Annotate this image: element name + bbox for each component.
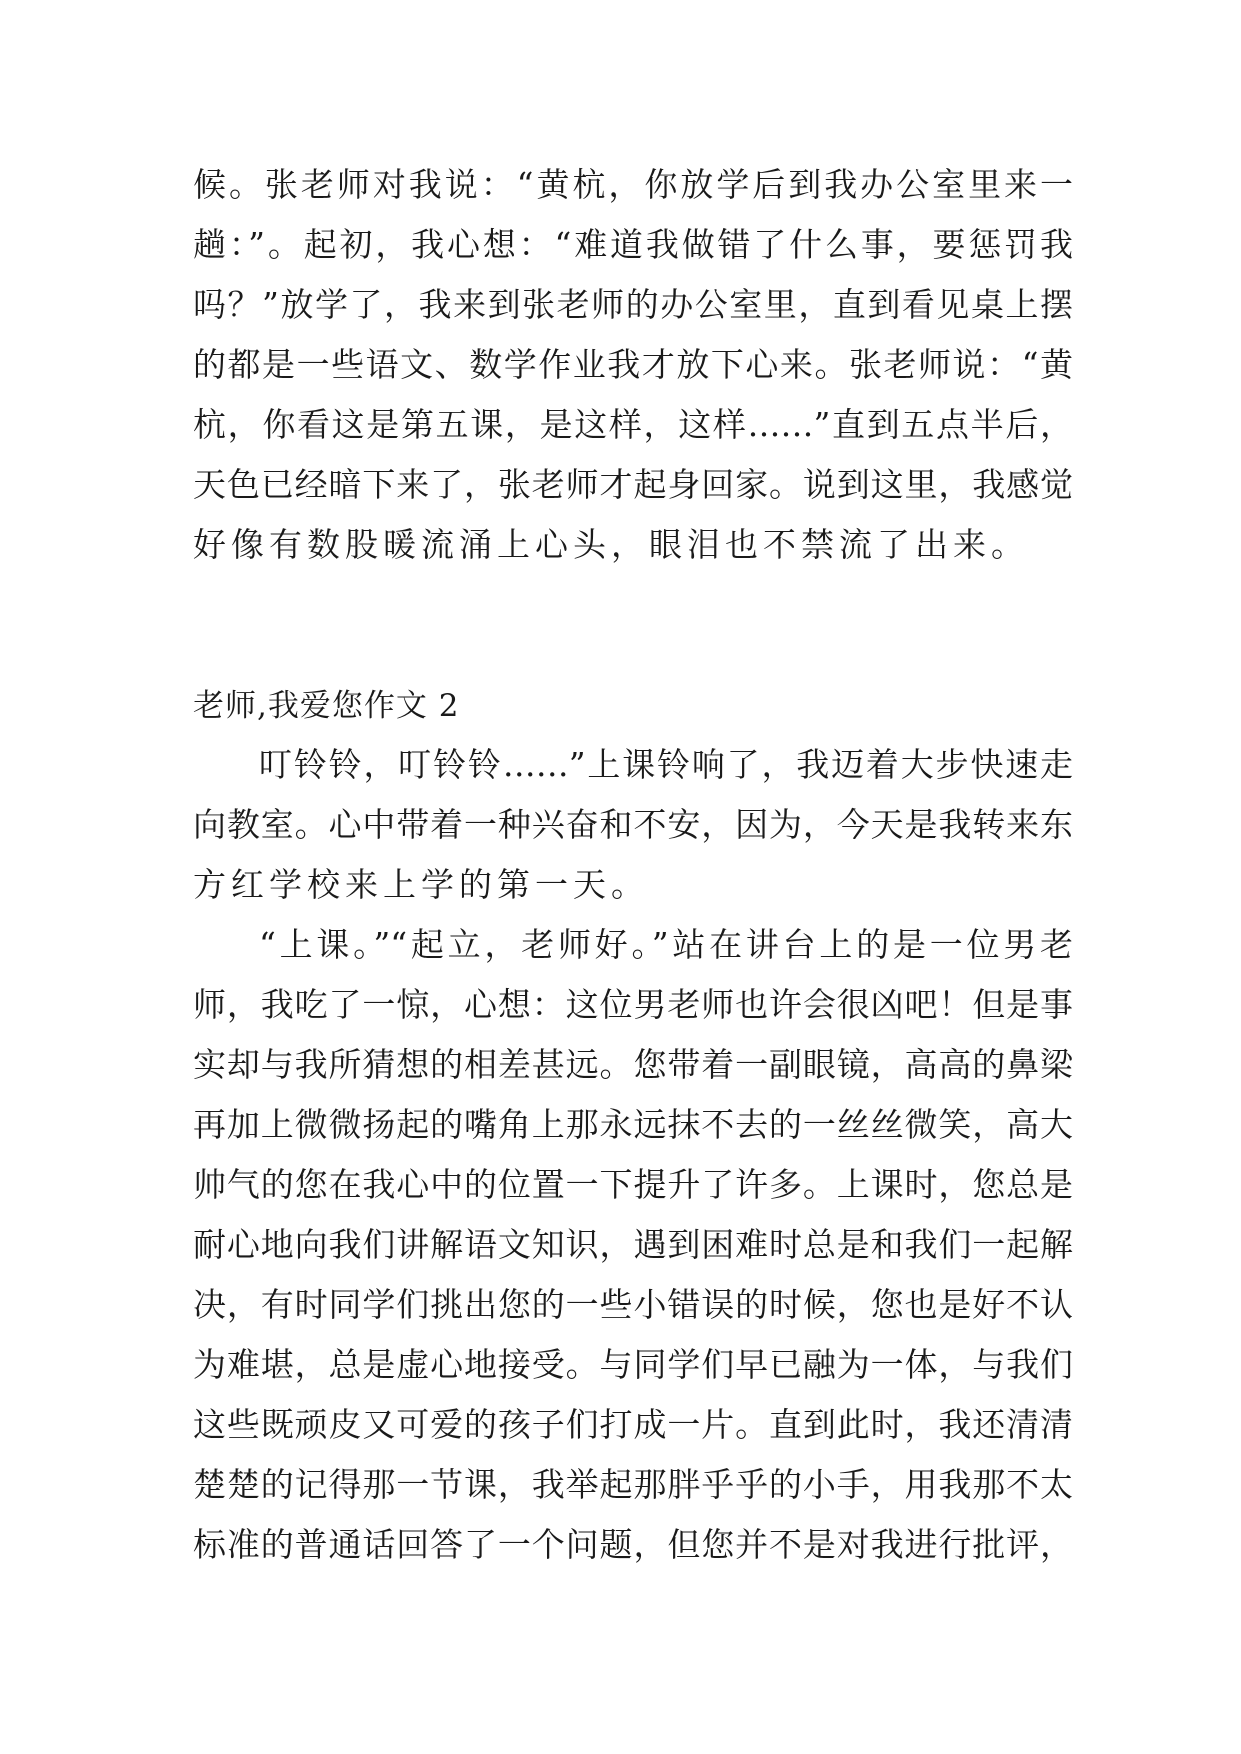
text-line: 再加上微微扬起的嘴角上那永远抹不去的一丝丝微笑，高大 (193, 1105, 1073, 1144)
text-line: 耐心地向我们讲解语文知识，遇到困难时总是和我们一起解 (193, 1225, 1073, 1264)
text-line: 天色已经暗下来了，张老师才起身回家。说到这里，我感觉 (193, 465, 1073, 504)
text-line: 叮铃铃，叮铃铃……”上课铃响了，我迈着大步快速走 (259, 745, 1073, 784)
text-line: 师，我吃了一惊，心想：这位男老师也许会很凶吧！但是事 (193, 985, 1073, 1024)
essay-title: 老师,我爱您作文 2 (193, 688, 460, 724)
text-line: 这些既顽皮又可爱的孩子们打成一片。直到此时，我还清清 (193, 1405, 1073, 1444)
text-line: 候。张老师对我说：“黄杭，你放学后到我办公室里来一 (193, 165, 1073, 204)
essay-body (193, 735, 1073, 1575)
text-line: 实却与我所猜想的相差甚远。您带着一副眼镜，高高的鼻梁 (193, 1045, 1073, 1084)
text-line: 向教室。心中带着一种兴奋和不安，因为，今天是我转来东 (193, 805, 1073, 844)
text-line: 吗？”放学了，我来到张老师的办公室里，直到看见桌上摆 (193, 285, 1073, 324)
text-line: 杭，你看这是第五课，是这样，这样……”直到五点半后， (193, 405, 1073, 444)
text-line: 标准的普通话回答了一个问题，但您并不是对我进行批评， (193, 1525, 1073, 1564)
previous-essay-continuation (193, 155, 1073, 575)
text-line: 好像有数股暖流涌上心头，眼泪也不禁流了出来。 (193, 525, 1029, 564)
text-line: 楚楚的记得那一节课，我举起那胖乎乎的小手，用我那不太 (193, 1465, 1073, 1504)
text-line: 决，有时同学们挑出您的一些小错误的时候，您也是好不认 (193, 1285, 1073, 1324)
text-line: 趟：”。起初，我心想：“难道我做错了什么事，要惩罚我 (193, 225, 1073, 264)
text-line: 为难堪，总是虚心地接受。与同学们早已融为一体，与我们 (193, 1345, 1073, 1384)
text-line: 方红学校来上学的第一天。 (193, 865, 649, 904)
text-line: 帅气的您在我心中的位置一下提升了许多。上课时，您总是 (193, 1165, 1073, 1204)
text-line: 的都是一些语文、数学作业我才放下心来。张老师说：“黄 (193, 345, 1073, 384)
text-line: “上课。”“起立，老师好。”站在讲台上的是一位男老 (259, 925, 1073, 964)
